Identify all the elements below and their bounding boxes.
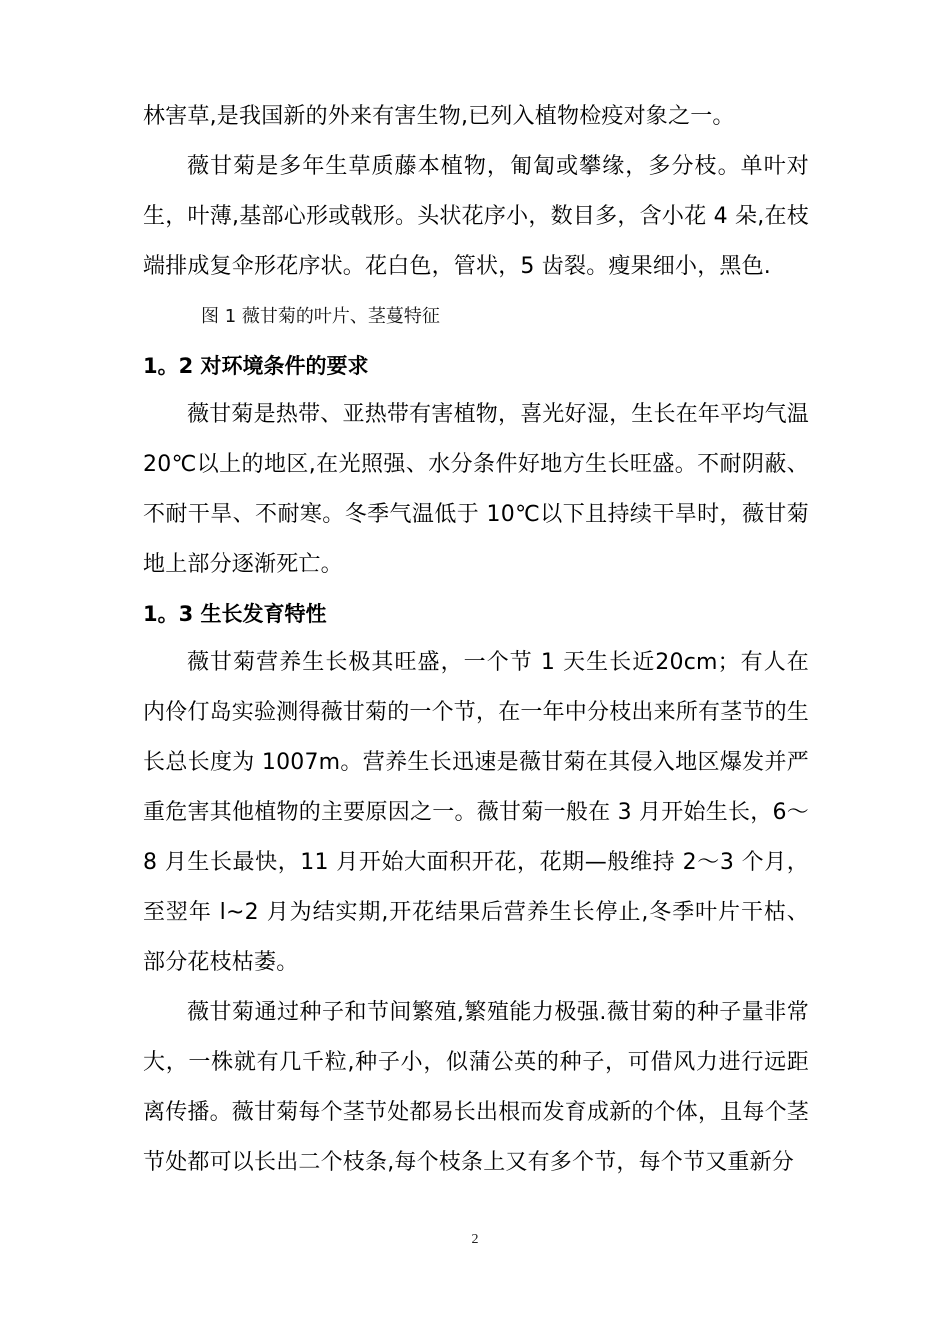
paragraph-description: 薇甘菊是多年生草质藤本植物，匍匐或攀缘，多分枝。单叶对生，叶薄,基部心形或戟形。头状花序小，数目多，含小花 4 朵,在枝端排成复伞形花序状。花白色，管状，5 齿裂。瘦果细小，黑色.	[143, 154, 809, 279]
figure-caption: 图 1 薇甘菊的叶片、茎蔓特征	[201, 306, 440, 327]
paragraph-continuation: 林害草,是我国新的外来有害生物,已列入植物检疫对象之一。	[143, 104, 735, 129]
paragraph-reproduction: 薇甘菊通过种子和节间繁殖,繁殖能力极强.薇甘菊的种子量非常大，一株就有几千粒,种子小，似蒲公英的种子，可借风力进行远距离传播。薇甘菊每个茎节处都易长出根而发育成新的个体，且每个茎节处都可以长出二个枝条,每个枝条上又有多个节，每个节又重新分	[143, 1000, 810, 1175]
section-heading-growth: 1。3 生长发育特性	[143, 602, 327, 626]
document-body	[143, 92, 809, 1188]
section-heading-environment: 1。2 对环境条件的要求	[143, 354, 369, 378]
paragraph-growth: 薇甘菊营养生长极其旺盛，一个节 1 天生长近20cm；有人在内伶仃岛实验测得薇甘菊的一个节，在一年中分枝出来所有茎节的生长总长度为 1007m。营养生长迅速是薇甘菊在其侵入地区爆发并严重危害其他植物的主要原因之一。薇甘菊一般在 3 月开始生长，6～8 月生长最快，11 月开始大面积开花，花期—般维持 2～3 个月，至翌年 l~2 月为结实期,开花结果后营养生长停止,冬季叶片干枯、部分花枝枯萎。	[143, 650, 810, 975]
paragraph-environment: 薇甘菊是热带、亚热带有害植物，喜光好湿，生长在年平均气温 20℃以上的地区,在光照强、水分条件好地方生长旺盛。不耐阴蔽、不耐干旱、不耐寒。冬季气温低于 10℃以下且持续干旱时，薇甘菊地上部分逐渐死亡。	[143, 402, 809, 577]
page-number: 2	[471, 1232, 479, 1247]
